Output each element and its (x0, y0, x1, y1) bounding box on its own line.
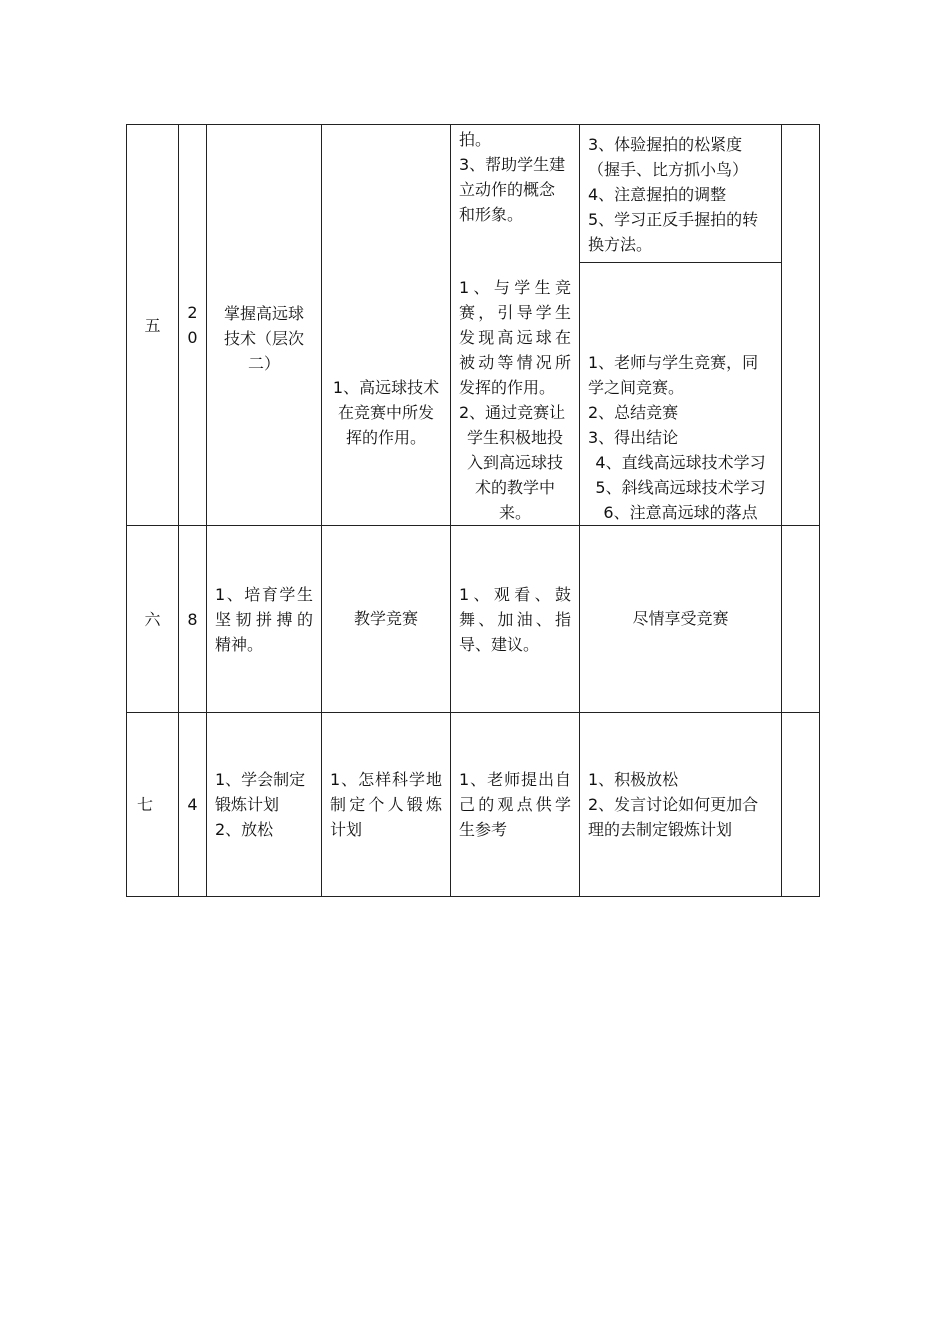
time-cell (179, 125, 207, 526)
time-cell (179, 713, 207, 897)
content-line: 制定个人锻炼 (330, 795, 442, 814)
teacher-activity-cell (451, 713, 580, 897)
content-line: 在竞赛中所发 (337, 403, 434, 422)
goal-line: 掌握高远球 (223, 304, 304, 323)
student-line: 4、直线高远球技术学习 (595, 453, 766, 472)
row-number: 七 (137, 795, 154, 814)
teacher-line: 1、观看、鼓 (459, 584, 571, 604)
student-activity-cell (580, 713, 782, 897)
student-line: 换方法。 (588, 235, 653, 255)
time-value: 4 (187, 795, 198, 814)
table-row-wu-upper (127, 125, 820, 263)
content-line: 1、高远球技术 (332, 378, 440, 397)
spacer (459, 227, 571, 252)
student-activity-cell (580, 526, 782, 713)
time-cell (179, 526, 207, 713)
teacher-line: 入到高远球技 (466, 453, 563, 472)
teacher-line: 1、与学生竞 (459, 278, 571, 297)
content-cell (322, 713, 451, 897)
teacher-line: 赛，引导学生 (459, 303, 571, 322)
teacher-line: 生参考 (459, 820, 508, 839)
student-line: 3、体验握拍的松紧度 (588, 135, 743, 155)
goal-line: 技术（层次 (223, 329, 304, 348)
teacher-line: 拍。 (459, 130, 492, 149)
student-line: 1、老师与学生竞赛，同 (588, 353, 759, 372)
teacher-line: 2、通过竞赛让 (459, 403, 566, 422)
student-line: 3、得出结论 (588, 428, 679, 447)
row-number-cell (127, 125, 179, 526)
row-number: 五 (144, 315, 161, 335)
content-line: 计划 (330, 820, 363, 839)
goal-line: 二） (247, 354, 280, 373)
teacher-line: 己的观点供学 (459, 795, 571, 814)
student-text: 尽情享受竞赛 (632, 609, 729, 628)
table-row-qi (127, 713, 820, 897)
teacher-line: 发挥的作用。 (459, 378, 556, 397)
teacher-line: 被动等情况所 (459, 353, 571, 372)
goal-cell (207, 125, 322, 526)
goal-line: 坚韧拼搏的 (215, 609, 313, 629)
content-cell (322, 526, 451, 713)
note-cell (782, 526, 820, 713)
student-line: 5、学习正反手握拍的转 (588, 210, 759, 230)
teacher-line: 来。 (498, 503, 531, 522)
student-activity-cell-lower (580, 263, 782, 526)
content-line: 挥的作用。 (345, 428, 426, 447)
row-number-cell (127, 526, 179, 713)
goal-line: 1、学会制定 (215, 770, 306, 789)
teacher-line: 1、老师提出自 (459, 770, 571, 789)
note-cell (782, 125, 820, 526)
time-value: 8 (187, 609, 198, 629)
content-text: 教学竞赛 (353, 609, 418, 628)
goal-line: 2、放松 (215, 820, 274, 839)
teacher-line: 3、帮助学生建 (459, 155, 566, 174)
teacher-line: 导、建议。 (459, 634, 540, 654)
goal-line: 锻炼计划 (215, 795, 280, 814)
teacher-line: 和形象。 (459, 205, 524, 224)
student-line: 2、总结竞赛 (588, 403, 679, 422)
table-row-liu (127, 526, 820, 713)
goal-line: 精神。 (215, 634, 264, 654)
teacher-activity-cell (451, 125, 580, 526)
goal-line: 1、培育学生 (215, 584, 313, 604)
teacher-line: 术的教学中 (474, 478, 555, 497)
student-line: （握手、比方抓小鸟） (588, 160, 749, 180)
student-activity-cell-upper (580, 125, 782, 263)
content-line: 1、怎样科学地 (330, 770, 442, 789)
lesson-plan-table (126, 124, 820, 897)
teacher-activity-cell (451, 526, 580, 713)
student-line: 6、注意高远球的落点 (603, 503, 758, 522)
spacer (459, 252, 571, 275)
teacher-line: 立动作的概念 (459, 180, 556, 199)
teacher-line: 舞、加油、指 (459, 609, 571, 629)
student-line: 学之间竞赛。 (588, 378, 685, 397)
goal-cell (207, 526, 322, 713)
teacher-line: 发现高远球在 (459, 328, 571, 347)
student-line: 理的去制定锻炼计划 (588, 820, 733, 839)
student-line: 2、发言讨论如何更加合 (588, 795, 759, 814)
student-line: 5、斜线高远球技术学习 (595, 478, 766, 497)
goal-cell (207, 713, 322, 897)
student-line: 1、积极放松 (588, 770, 679, 789)
teacher-line: 学生积极地投 (466, 428, 563, 447)
time-digit: 0 (187, 328, 198, 347)
student-line: 4、注意握拍的调整 (588, 185, 727, 205)
content-cell (322, 125, 451, 526)
time-digit: 2 (187, 303, 198, 322)
note-cell (782, 713, 820, 897)
row-number: 六 (144, 609, 161, 629)
row-number-cell (127, 713, 179, 897)
